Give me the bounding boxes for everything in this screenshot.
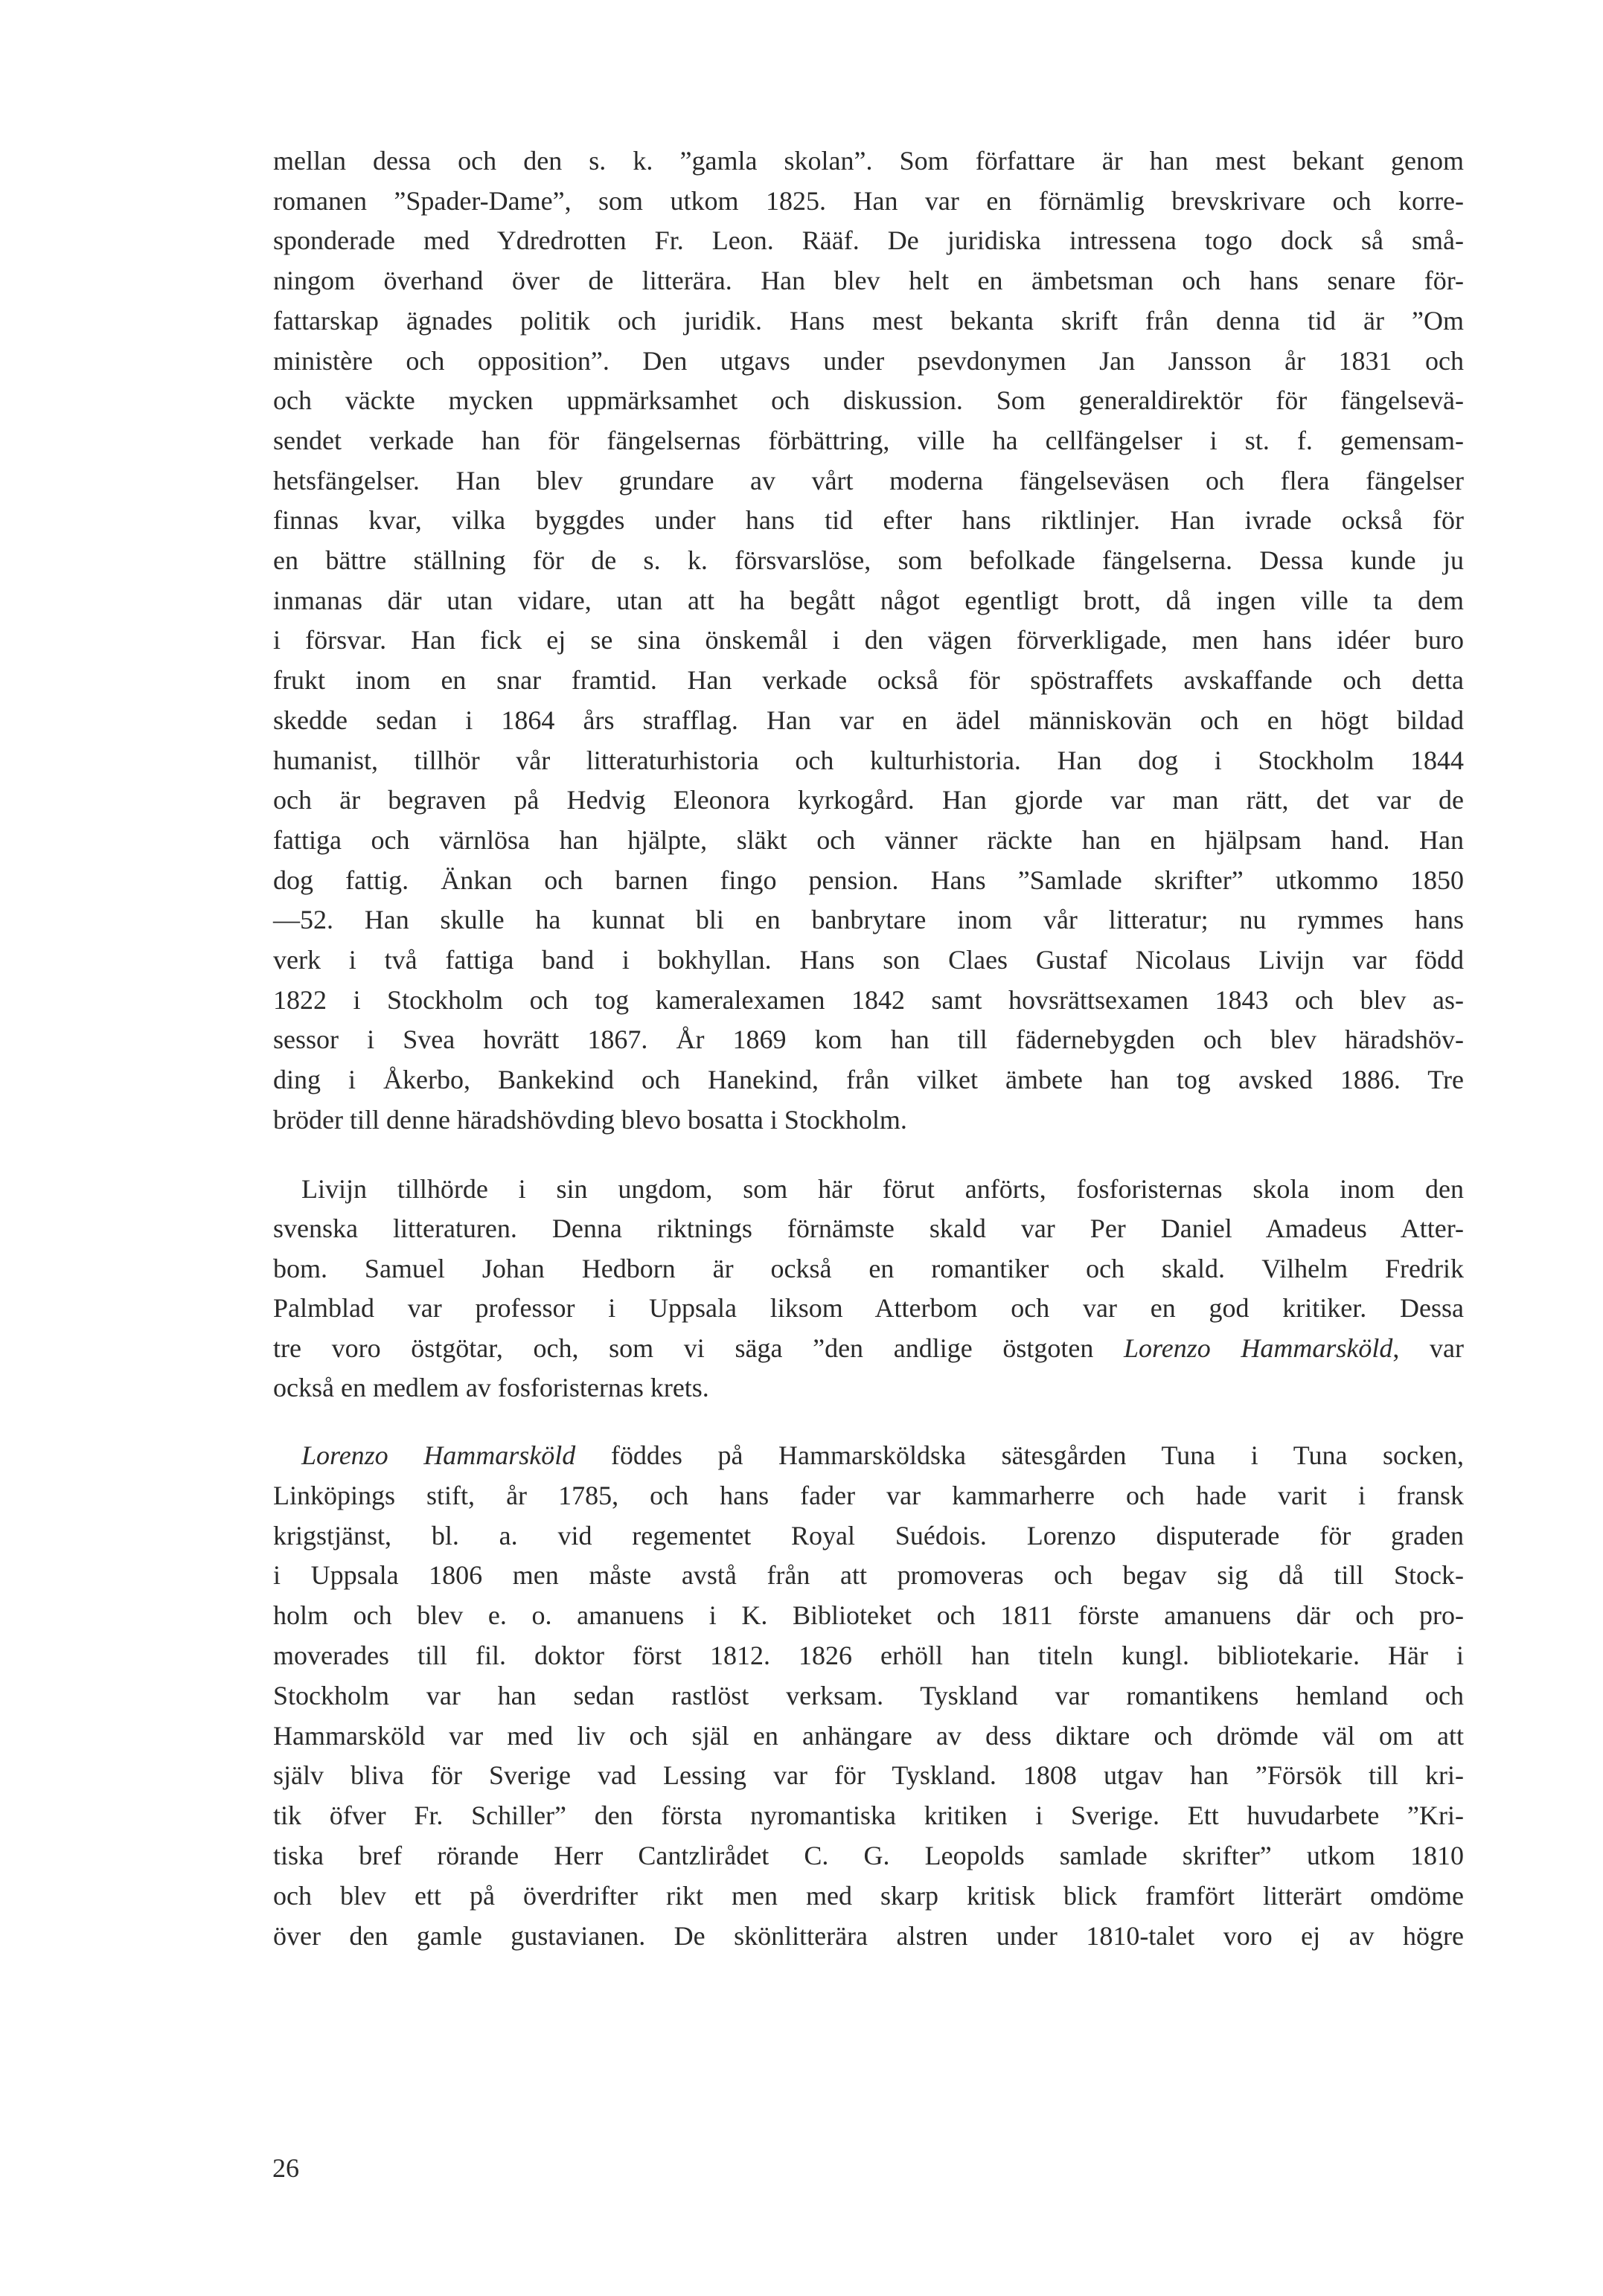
text-line: ding i Åkerbo, Bankekind och Hanekind, från vilket ämbete han tog avsked 1886. Tre xyxy=(273,1065,1464,1095)
text-line: svenska litteraturen. Denna riktnings förnämste skald var Per Daniel Amadeus Atter- xyxy=(273,1213,1464,1244)
text-line: skedde sedan i 1864 års strafflag. Han var en ädel människovän och en högt bildad xyxy=(273,705,1464,735)
text-line: frukt inom en snar framtid. Han verkade också för spöstraffets avskaffande och detta xyxy=(273,665,1464,696)
text-line: Livijn tillhörde i sin ungdom, som här förut anförts, fosforisternas skola inom den xyxy=(301,1174,1464,1204)
text-line: krigstjänst, bl. a. vid regementet Royal Suédois. Lorenzo disputerade för graden xyxy=(273,1520,1464,1551)
text-line: moverades till fil. doktor först 1812. 1826 erhöll han titeln kungl. bibliotekarie. Här i xyxy=(273,1640,1464,1670)
text-line: själv bliva för Sverige vad Lessing var för Tyskland. 1808 utgav han ”Försök till kri- xyxy=(273,1760,1464,1791)
page-number: 26 xyxy=(272,2153,299,2183)
text-line: bröder till denne häradshövding blevo bosatta i Stockholm. xyxy=(273,1104,907,1135)
text-line: och är begraven på Hedvig Eleonora kyrkogård. Han gjorde var man rätt, det var de xyxy=(273,785,1464,815)
text-line: mellan dessa och den s. k. ”gamla skolan”. Som författare är han mest bekant genom xyxy=(273,146,1464,176)
text-line: Palmblad var professor i Uppsala liksom Atterbom och var en god kritiker. Dessa xyxy=(273,1293,1464,1324)
paragraph-livijn-career xyxy=(273,141,1464,1141)
text-line: inmanas där utan vidare, utan att ha begått något egentligt brott, då ingen ville ta dem xyxy=(273,585,1464,615)
text-line: 1822 i Stockholm och tog kameralexamen 1842 samt hovsrättsexamen 1843 och blev as- xyxy=(273,984,1464,1015)
text-line: finnas kvar, vilka byggdes under hans tid efter hans riktlinjer. Han ivrade också för xyxy=(273,505,1464,536)
text-line: en bättre ställning för de s. k. försvarslöse, som befolkade fängelserna. Dessa kunde ju xyxy=(273,545,1464,576)
text-line: Stockholm var han sedan rastlöst verksam. Tyskland var romantikens hemland och xyxy=(273,1680,1464,1710)
text-line: också en medlem av fosforisternas krets. xyxy=(273,1373,709,1403)
text-line: och blev ett på överdrifter rikt men med skarp kritisk blick framfört litterärt omdöme xyxy=(273,1880,1464,1911)
text-line: tik öfver Fr. Schiller” den första nyromantiska kritiken i Sverige. Ett huvudarbete ”Kri- xyxy=(273,1800,1464,1831)
text-line: ministère och opposition”. Den utgavs under psevdonymen Jan Jansson år 1831 och xyxy=(273,345,1464,376)
text-line: romanen ”Spader-Dame”, som utkom 1825. Han var en förnämlig brevskrivare och korre- xyxy=(273,185,1464,216)
text-line: och väckte mycken uppmärksamhet och diskussion. Som generaldirektör för fängelsevä- xyxy=(273,385,1464,416)
text-line: i försvar. Han fick ej se sina önskemål i den vägen förverkligade, men hans idéer buro xyxy=(273,625,1464,655)
text-line: holm och blev e. o. amanuens i K. Biblioteket och 1811 förste amanuens där och pro- xyxy=(273,1600,1464,1631)
text-line: över den gamle gustavianen. De skönlitterära alstren under 1810-talet voro ej av högre xyxy=(273,1920,1464,1951)
paragraph-hammarskold xyxy=(273,1436,1464,1956)
text-line: Hammarsköld var med liv och själ en anhängare av dess diktare och drömde väl om att xyxy=(273,1720,1464,1751)
text-line: hetsfängelser. Han blev grundare av vårt moderna fängelseväsen och flera fängelser xyxy=(273,465,1464,496)
text-line: bom. Samuel Johan Hedborn är också en romantiker och skald. Vilhelm Fredrik xyxy=(273,1253,1464,1283)
text-line: ningom överhand över de litterära. Han blev helt en ämbetsman och hans senare för- xyxy=(273,266,1464,296)
text-line: sponderade med Ydredrotten Fr. Leon. Rääf. De juridiska intressena togo dock så små- xyxy=(273,225,1464,256)
text-line: i Uppsala 1806 men måste avstå från att promoveras och begav sig då till Stock- xyxy=(273,1560,1464,1591)
text-fragment: tre voro östgötar, och, som vi säga ”den andlige östgoten xyxy=(273,1333,1124,1363)
text-line: humanist, tillhör vår litteraturhistoria och kulturhistoria. Han dog i Stockholm 1844 xyxy=(273,745,1464,775)
text-line: sessor i Svea hovrätt 1867. År 1869 kom han till fädernebygden och blev häradshöv- xyxy=(273,1024,1464,1055)
text-line: Linköpings stift, år 1785, och hans fader var kammarherre och hade varit i fransk xyxy=(273,1480,1464,1510)
text-line-with-italic xyxy=(273,1329,1464,1368)
text-fragment: föddes på Hammarsköldska sätesgården Tuna i Tuna socken, xyxy=(575,1440,1464,1470)
text-line: sendet verkade han för fängelsernas förbättring, ville ha cellfängelser i st. f. gemensam- xyxy=(273,425,1464,455)
text-line: fattiga och värnlösa han hjälpte, släkt och vänner räckte han en hjälpsam hand. Han xyxy=(273,824,1464,855)
text-line: —52. Han skulle ha kunnat bli en banbrytare inom vår litteratur; nu rymmes hans xyxy=(273,905,1464,935)
paragraph-fosforisterna xyxy=(273,1170,1464,1408)
text-line: tiska bref rörande Herr Cantzlirådet C. G. Leopolds samlade skrifter” utkom 1810 xyxy=(273,1840,1464,1870)
text-line-with-italic xyxy=(273,1436,1464,1476)
text-fragment: , var xyxy=(1392,1333,1464,1363)
text-line: verk i två fattiga band i bokhyllan. Hans son Claes Gustaf Nicolaus Livijn var född xyxy=(273,945,1464,975)
text-line: fattarskap ägnades politik och juridik. Hans mest bekanta skrift från denna tid är ”Om xyxy=(273,305,1464,336)
text-line: dog fattig. Änkan och barnen fingo pension. Hans ”Samlade skrifter” utkommo 1850 xyxy=(273,865,1464,895)
italic-name: Lorenzo Hammarsköld xyxy=(1124,1333,1393,1363)
italic-name: Lorenzo Hammarsköld xyxy=(301,1440,576,1470)
